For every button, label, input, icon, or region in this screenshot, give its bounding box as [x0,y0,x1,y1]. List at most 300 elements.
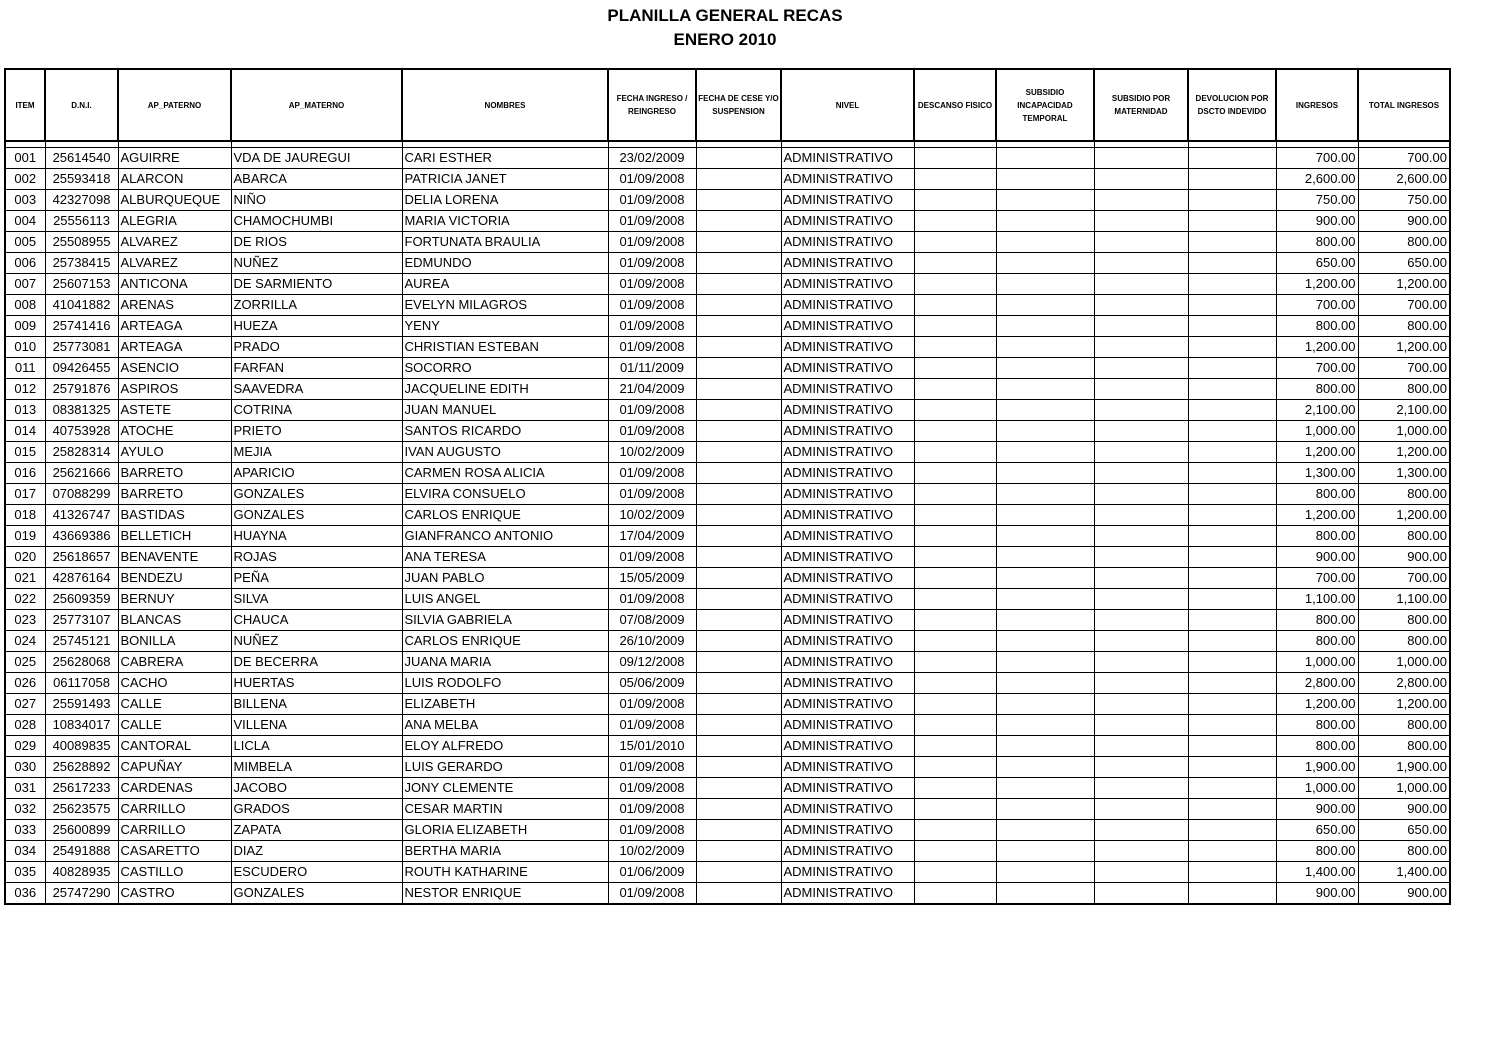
cell-subsidio-incapacidad [996,504,1094,525]
cell-descanso [914,336,996,357]
cell-total-ingresos: 1,200.00 [1358,336,1450,357]
cell-nombres: PATRICIA JANET [402,168,608,189]
cell-item: 031 [5,777,45,798]
cell-devolucion [1188,693,1276,714]
cell-item: 019 [5,525,45,546]
cell-subsidio-maternidad [1094,861,1188,882]
cell-nivel: ADMINISTRATIVO [781,378,914,399]
table-row [5,525,1450,546]
cell-fecha-ingreso: 01/09/2008 [608,189,696,210]
cell-ingresos: 1,000.00 [1276,420,1358,441]
cell-devolucion [1188,861,1276,882]
cell-subsidio-maternidad [1094,714,1188,735]
cell-ap-paterno: CABRERA [118,651,231,672]
cell-total-ingresos: 800.00 [1358,609,1450,630]
cell-dni: 40828935 [45,861,118,882]
cell-nombres: ROUTH KATHARINE [402,861,608,882]
table-row [5,189,1450,210]
cell-fecha-ingreso: 07/08/2009 [608,609,696,630]
cell-ingresos: 700.00 [1276,567,1358,588]
cell-nombres: ELVIRA CONSUELO [402,483,608,504]
table-row [5,672,1450,693]
table-row [5,714,1450,735]
cell-item: 002 [5,168,45,189]
header-ingresos: INGRESOS [1276,69,1358,141]
cell-item: 015 [5,441,45,462]
cell-ap-paterno: CARRILLO [118,798,231,819]
cell-ap-materno: NUÑEZ [231,252,402,273]
cell-ingresos: 1,100.00 [1276,588,1358,609]
cell-nombres: LUIS GERARDO [402,756,608,777]
cell-nombres: CHRISTIAN ESTEBAN [402,336,608,357]
cell-subsidio-maternidad [1094,525,1188,546]
cell-fecha-cese [696,588,781,609]
cell-devolucion [1188,168,1276,189]
cell-ap-paterno: ARENAS [118,294,231,315]
cell-item: 007 [5,273,45,294]
cell-dni: 25591493 [45,693,118,714]
cell-fecha-cese [696,882,781,904]
cell-nombres: CARLOS ENRIQUE [402,630,608,651]
cell-nivel: ADMINISTRATIVO [781,693,914,714]
cell-subsidio-incapacidad [996,189,1094,210]
cell-total-ingresos: 750.00 [1358,189,1450,210]
cell-descanso [914,756,996,777]
cell-subsidio-incapacidad [996,693,1094,714]
cell-nombres: SOCORRO [402,357,608,378]
cell-ap-materno: NIÑO [231,189,402,210]
cell-total-ingresos: 1,200.00 [1358,693,1450,714]
cell-ingresos: 1,200.00 [1276,504,1358,525]
cell-ap-paterno: ALARCON [118,168,231,189]
cell-ap-paterno: CANTORAL [118,735,231,756]
cell-item: 017 [5,483,45,504]
cell-subsidio-incapacidad [996,294,1094,315]
cell-ingresos: 2,800.00 [1276,672,1358,693]
table-row [5,567,1450,588]
cell-ap-materno: ABARCA [231,168,402,189]
header-row [5,69,1450,141]
cell-item: 012 [5,378,45,399]
cell-descanso [914,378,996,399]
cell-ap-paterno: ALVAREZ [118,252,231,273]
cell-total-ingresos: 1,200.00 [1358,441,1450,462]
cell-subsidio-incapacidad [996,420,1094,441]
cell-total-ingresos: 900.00 [1358,210,1450,231]
cell-subsidio-maternidad [1094,672,1188,693]
cell-descanso [914,588,996,609]
cell-nombres: ANA MELBA [402,714,608,735]
cell-nombres: JUAN MANUEL [402,399,608,420]
cell-nivel: ADMINISTRATIVO [781,168,914,189]
cell-ap-paterno: CACHO [118,672,231,693]
cell-ingresos: 800.00 [1276,630,1358,651]
cell-fecha-cese [696,273,781,294]
cell-fecha-ingreso: 01/09/2008 [608,756,696,777]
cell-total-ingresos: 2,100.00 [1358,399,1450,420]
cell-ap-materno: APARICIO [231,462,402,483]
cell-fecha-cese [696,504,781,525]
cell-ingresos: 650.00 [1276,819,1358,840]
cell-dni: 43669386 [45,525,118,546]
cell-nivel: ADMINISTRATIVO [781,882,914,904]
cell-descanso [914,714,996,735]
cell-ingresos: 1,000.00 [1276,777,1358,798]
cell-ap-materno: ZAPATA [231,819,402,840]
cell-fecha-cese [696,336,781,357]
table-row [5,399,1450,420]
cell-nivel: ADMINISTRATIVO [781,189,914,210]
cell-devolucion [1188,462,1276,483]
cell-dni: 06117058 [45,672,118,693]
cell-item: 026 [5,672,45,693]
header-nombres: NOMBRES [402,69,608,141]
cell-dni: 25628892 [45,756,118,777]
cell-ingresos: 800.00 [1276,483,1358,504]
cell-fecha-cese [696,630,781,651]
page-subtitle: ENERO 2010 [673,30,777,49]
cell-fecha-cese [696,189,781,210]
cell-descanso [914,861,996,882]
cell-ap-materno: CHAUCA [231,609,402,630]
table-row [5,273,1450,294]
cell-total-ingresos: 1,100.00 [1358,588,1450,609]
cell-fecha-cese [696,252,781,273]
cell-ap-materno: ESCUDERO [231,861,402,882]
cell-devolucion [1188,609,1276,630]
cell-fecha-ingreso: 10/02/2009 [608,504,696,525]
cell-ingresos: 1,300.00 [1276,462,1358,483]
cell-nombres: JUANA MARIA [402,651,608,672]
cell-descanso [914,504,996,525]
cell-fecha-ingreso: 10/02/2009 [608,840,696,861]
cell-fecha-ingreso: 01/09/2008 [608,315,696,336]
cell-item: 030 [5,756,45,777]
cell-nombres: CARI ESTHER [402,147,608,168]
cell-devolucion [1188,315,1276,336]
cell-ap-materno: GRADOS [231,798,402,819]
cell-fecha-cese [696,735,781,756]
cell-subsidio-maternidad [1094,147,1188,168]
cell-fecha-ingreso: 01/11/2009 [608,357,696,378]
cell-subsidio-incapacidad [996,777,1094,798]
cell-total-ingresos: 1,200.00 [1358,273,1450,294]
cell-fecha-cese [696,147,781,168]
cell-nombres: CESAR MARTIN [402,798,608,819]
cell-total-ingresos: 800.00 [1358,525,1450,546]
cell-ingresos: 1,200.00 [1276,273,1358,294]
cell-nombres: FORTUNATA BRAULIA [402,231,608,252]
cell-descanso [914,462,996,483]
cell-ingresos: 2,100.00 [1276,399,1358,420]
cell-fecha-ingreso: 01/09/2008 [608,294,696,315]
cell-item: 009 [5,315,45,336]
table-row [5,252,1450,273]
cell-ap-materno: PRIETO [231,420,402,441]
cell-nivel: ADMINISTRATIVO [781,756,914,777]
cell-nivel: ADMINISTRATIVO [781,336,914,357]
cell-total-ingresos: 700.00 [1358,357,1450,378]
page-title: PLANILLA GENERAL RECAS [607,6,843,25]
cell-dni: 08381325 [45,399,118,420]
cell-ap-paterno: BELLETICH [118,525,231,546]
cell-nombres: ANA TERESA [402,546,608,567]
cell-fecha-ingreso: 01/09/2008 [608,399,696,420]
cell-ap-paterno: CALLE [118,693,231,714]
cell-item: 025 [5,651,45,672]
cell-dni: 25617233 [45,777,118,798]
cell-ingresos: 750.00 [1276,189,1358,210]
cell-devolucion [1188,672,1276,693]
cell-devolucion [1188,399,1276,420]
cell-nivel: ADMINISTRATIVO [781,798,914,819]
cell-fecha-ingreso: 01/09/2008 [608,462,696,483]
cell-total-ingresos: 800.00 [1358,714,1450,735]
cell-dni: 10834017 [45,714,118,735]
cell-fecha-cese [696,819,781,840]
cell-fecha-cese [696,357,781,378]
cell-ap-paterno: CASTILLO [118,861,231,882]
cell-ingresos: 800.00 [1276,714,1358,735]
cell-devolucion [1188,420,1276,441]
cell-devolucion [1188,735,1276,756]
cell-dni: 25508955 [45,231,118,252]
cell-descanso [914,798,996,819]
cell-dni: 41041882 [45,294,118,315]
cell-subsidio-maternidad [1094,567,1188,588]
cell-dni: 07088299 [45,483,118,504]
cell-ap-paterno: ALVAREZ [118,231,231,252]
header-descanso: DESCANSO FISICO [914,69,996,141]
cell-ap-paterno: ALEGRIA [118,210,231,231]
cell-descanso [914,252,996,273]
cell-nombres: GLORIA ELIZABETH [402,819,608,840]
cell-subsidio-maternidad [1094,462,1188,483]
cell-subsidio-incapacidad [996,798,1094,819]
table-row [5,210,1450,231]
cell-ap-materno: DE RIOS [231,231,402,252]
header-ap-paterno: AP_PATERNO [118,69,231,141]
cell-ingresos: 700.00 [1276,357,1358,378]
cell-subsidio-incapacidad [996,609,1094,630]
cell-subsidio-maternidad [1094,609,1188,630]
cell-item: 035 [5,861,45,882]
cell-devolucion [1188,756,1276,777]
cell-devolucion [1188,630,1276,651]
cell-descanso [914,693,996,714]
cell-subsidio-maternidad [1094,294,1188,315]
cell-fecha-ingreso: 01/09/2008 [608,273,696,294]
cell-nombres: YENY [402,315,608,336]
cell-subsidio-incapacidad [996,462,1094,483]
cell-total-ingresos: 900.00 [1358,798,1450,819]
cell-descanso [914,147,996,168]
table-row [5,588,1450,609]
cell-devolucion [1188,840,1276,861]
cell-ap-paterno: CASARETTO [118,840,231,861]
cell-nombres: SANTOS RICARDO [402,420,608,441]
cell-fecha-ingreso: 01/09/2008 [608,798,696,819]
cell-fecha-cese [696,210,781,231]
table-row [5,231,1450,252]
header-item: ITEM [5,69,45,141]
cell-subsidio-incapacidad [996,672,1094,693]
cell-item: 023 [5,609,45,630]
table-row [5,315,1450,336]
cell-subsidio-incapacidad [996,168,1094,189]
cell-item: 016 [5,462,45,483]
cell-nombres: GIANFRANCO ANTONIO [402,525,608,546]
cell-ap-paterno: ASTETE [118,399,231,420]
cell-ap-materno: DE SARMIENTO [231,273,402,294]
cell-item: 024 [5,630,45,651]
cell-dni: 25491888 [45,840,118,861]
cell-descanso [914,882,996,904]
cell-nombres: CARLOS ENRIQUE [402,504,608,525]
cell-descanso [914,525,996,546]
cell-nivel: ADMINISTRATIVO [781,504,914,525]
cell-nombres: JUAN PABLO [402,567,608,588]
cell-ap-materno: MIMBELA [231,756,402,777]
cell-dni: 25747290 [45,882,118,904]
cell-dni: 25745121 [45,630,118,651]
cell-subsidio-maternidad [1094,399,1188,420]
cell-devolucion [1188,588,1276,609]
cell-ap-paterno: BENDEZU [118,567,231,588]
cell-total-ingresos: 900.00 [1358,546,1450,567]
cell-nombres: IVAN AUGUSTO [402,441,608,462]
cell-subsidio-maternidad [1094,840,1188,861]
cell-devolucion [1188,210,1276,231]
cell-fecha-ingreso: 21/04/2009 [608,378,696,399]
table-row [5,630,1450,651]
cell-fecha-cese [696,525,781,546]
cell-ingresos: 800.00 [1276,735,1358,756]
cell-fecha-cese [696,483,781,504]
cell-total-ingresos: 1,900.00 [1358,756,1450,777]
table-row [5,441,1450,462]
cell-ap-materno: ROJAS [231,546,402,567]
cell-nombres: JACQUELINE EDITH [402,378,608,399]
cell-descanso [914,168,996,189]
cell-nivel: ADMINISTRATIVO [781,819,914,840]
table-row [5,147,1450,168]
cell-ingresos: 2,600.00 [1276,168,1358,189]
cell-subsidio-incapacidad [996,819,1094,840]
cell-total-ingresos: 700.00 [1358,147,1450,168]
cell-ingresos: 800.00 [1276,378,1358,399]
cell-fecha-cese [696,798,781,819]
cell-subsidio-incapacidad [996,483,1094,504]
cell-devolucion [1188,504,1276,525]
cell-subsidio-incapacidad [996,546,1094,567]
cell-dni: 25791876 [45,378,118,399]
cell-ap-materno: GONZALES [231,483,402,504]
cell-nivel: ADMINISTRATIVO [781,210,914,231]
cell-subsidio-maternidad [1094,420,1188,441]
cell-subsidio-maternidad [1094,693,1188,714]
cell-nombres: ELIZABETH [402,693,608,714]
cell-subsidio-incapacidad [996,882,1094,904]
cell-ap-materno: GONZALES [231,882,402,904]
cell-devolucion [1188,189,1276,210]
cell-dni: 40089835 [45,735,118,756]
cell-ap-materno: HUAYNA [231,525,402,546]
cell-nombres: JONY CLEMENTE [402,777,608,798]
payroll-table [4,68,1451,905]
cell-nivel: ADMINISTRATIVO [781,861,914,882]
cell-nivel: ADMINISTRATIVO [781,357,914,378]
cell-ingresos: 900.00 [1276,798,1358,819]
cell-subsidio-incapacidad [996,399,1094,420]
cell-subsidio-incapacidad [996,441,1094,462]
cell-ap-materno: HUERTAS [231,672,402,693]
cell-total-ingresos: 1,400.00 [1358,861,1450,882]
cell-fecha-ingreso: 01/09/2008 [608,210,696,231]
cell-fecha-ingreso: 01/09/2008 [608,714,696,735]
cell-subsidio-incapacidad [996,630,1094,651]
cell-fecha-ingreso: 01/09/2008 [608,546,696,567]
cell-descanso [914,420,996,441]
cell-subsidio-maternidad [1094,378,1188,399]
cell-fecha-cese [696,672,781,693]
cell-total-ingresos: 800.00 [1358,315,1450,336]
cell-nivel: ADMINISTRATIVO [781,315,914,336]
cell-item: 018 [5,504,45,525]
cell-nivel: ADMINISTRATIVO [781,609,914,630]
cell-descanso [914,294,996,315]
cell-dni: 25607153 [45,273,118,294]
cell-nombres: MARIA VICTORIA [402,210,608,231]
cell-ap-materno: CHAMOCHUMBI [231,210,402,231]
cell-subsidio-incapacidad [996,756,1094,777]
cell-nombres: LUIS RODOLFO [402,672,608,693]
cell-devolucion [1188,546,1276,567]
cell-subsidio-incapacidad [996,210,1094,231]
cell-fecha-ingreso: 01/09/2008 [608,336,696,357]
cell-ap-paterno: BENAVENTE [118,546,231,567]
cell-fecha-ingreso: 23/02/2009 [608,147,696,168]
table-row [5,819,1450,840]
cell-total-ingresos: 900.00 [1358,882,1450,904]
cell-devolucion [1188,294,1276,315]
cell-nombres: NESTOR ENRIQUE [402,882,608,904]
cell-nombres: EVELYN MILAGROS [402,294,608,315]
cell-nombres: ELOY ALFREDO [402,735,608,756]
cell-item: 032 [5,798,45,819]
cell-fecha-cese [696,840,781,861]
cell-total-ingresos: 800.00 [1358,378,1450,399]
cell-ingresos: 900.00 [1276,546,1358,567]
table-row [5,294,1450,315]
cell-subsidio-incapacidad [996,315,1094,336]
cell-total-ingresos: 700.00 [1358,294,1450,315]
cell-fecha-cese [696,462,781,483]
cell-nivel: ADMINISTRATIVO [781,525,914,546]
cell-nivel: ADMINISTRATIVO [781,231,914,252]
cell-dni: 25614540 [45,147,118,168]
cell-ap-paterno: AYULO [118,441,231,462]
table-row [5,735,1450,756]
cell-descanso [914,840,996,861]
table-row [5,861,1450,882]
cell-descanso [914,672,996,693]
cell-item: 022 [5,588,45,609]
cell-item: 014 [5,420,45,441]
cell-nivel: ADMINISTRATIVO [781,630,914,651]
cell-nivel: ADMINISTRATIVO [781,651,914,672]
cell-dni: 25628068 [45,651,118,672]
